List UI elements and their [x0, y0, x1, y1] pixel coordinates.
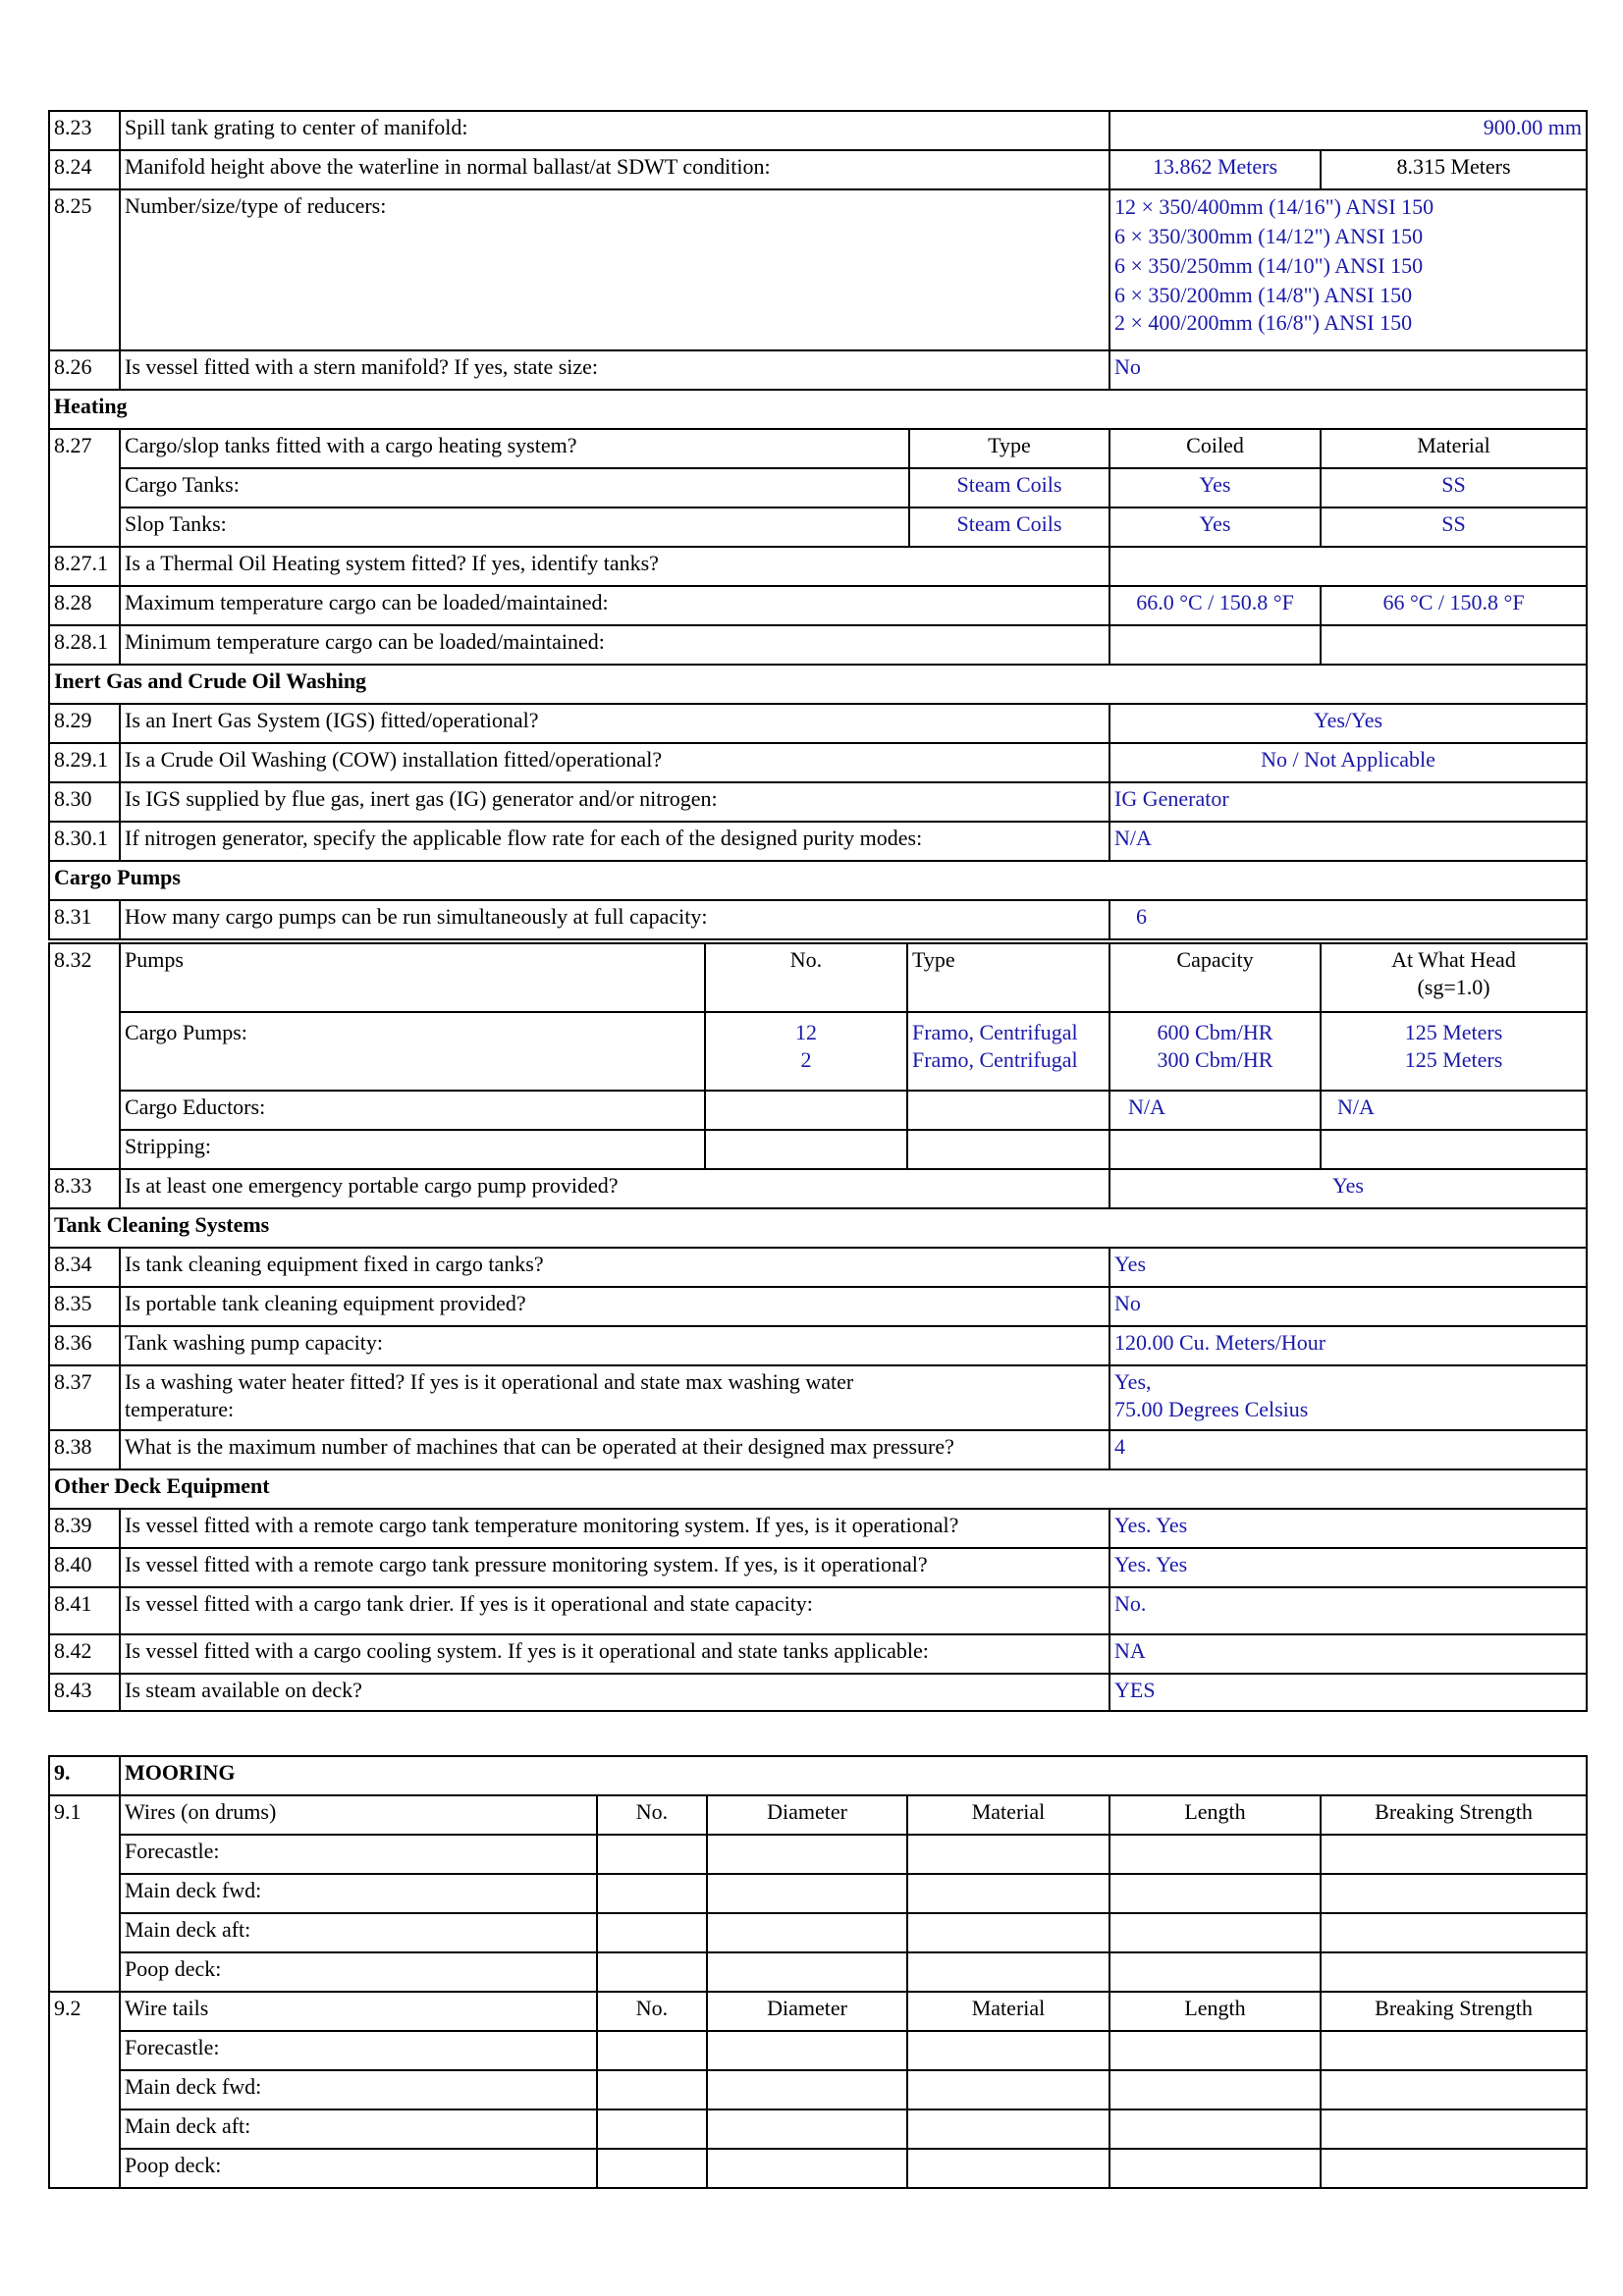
- location-label: Forecastle:: [120, 2031, 597, 2070]
- section-heading-heating: [49, 390, 1587, 429]
- section-number: 9.: [49, 1756, 120, 1795]
- row-label: Wire tails: [120, 1992, 597, 2031]
- item-number: 8.28.1: [49, 625, 120, 665]
- row-cargo-eductors: [49, 1091, 1587, 1130]
- question: Maximum temperature cargo can be loaded/maintained:: [120, 586, 1109, 625]
- column-header-type: Type: [909, 429, 1109, 468]
- row-label: Cargo Pumps:: [120, 1012, 705, 1091]
- eductor-type: [907, 1091, 1109, 1130]
- row-label: Slop Tanks:: [120, 507, 909, 547]
- question: Is an Inert Gas System (IGS) fitted/operational?: [120, 704, 1109, 743]
- location-label: Poop deck:: [120, 2149, 597, 2188]
- column-header-material: Material: [907, 1992, 1109, 2031]
- column-header-diameter: Diameter: [707, 1795, 907, 1835]
- reducer-item: 12 × 350/400mm (14/16") ANSI 150: [1114, 194, 1434, 219]
- item-number: 9.1: [49, 1795, 120, 1992]
- location-label: Main deck aft:: [120, 1913, 597, 1952]
- row-tails-main-aft: [49, 2109, 1587, 2149]
- stripping-capacity: [1109, 1130, 1321, 1169]
- question: Is tank cleaning equipment fixed in cargo tanks?: [120, 1248, 1109, 1287]
- eductor-head: N/A: [1321, 1091, 1587, 1130]
- column-header-length: Length: [1109, 1992, 1321, 2031]
- section-heading: Other Deck Equipment: [49, 1469, 1587, 1509]
- pump-capacity: [1109, 1012, 1321, 1091]
- row-8-29-1: [49, 743, 1587, 782]
- item-number: 8.34: [49, 1248, 120, 1287]
- section-heading-inert-gas: [49, 665, 1587, 704]
- item-number: 8.36: [49, 1326, 120, 1365]
- row-tails-forecastle: [49, 2031, 1587, 2070]
- answer-line: Yes,: [1114, 1369, 1152, 1394]
- section-heading-mooring: [49, 1756, 1587, 1795]
- pump-capacity-value: 300 Cbm/HR: [1157, 1047, 1273, 1072]
- pumps-table: [48, 942, 1588, 1170]
- question: Is steam available on deck?: [120, 1674, 1109, 1711]
- heating-coiled: Yes: [1109, 507, 1321, 547]
- location-label: Main deck aft:: [120, 2109, 597, 2149]
- row-8-40: [49, 1548, 1587, 1587]
- row-wires-poop: [49, 1952, 1587, 1992]
- location-label: Main deck fwd:: [120, 2070, 597, 2109]
- answer: IG Generator: [1109, 782, 1587, 822]
- row-8-39: [49, 1509, 1587, 1548]
- column-header-coiled: Coiled: [1109, 429, 1321, 468]
- heating-material: SS: [1321, 468, 1587, 507]
- item-number: 8.29.1: [49, 743, 120, 782]
- pump-head-value: 125 Meters: [1404, 1020, 1503, 1044]
- row-8-25: [49, 189, 1587, 350]
- question: What is the maximum number of machines that can be operated at their designed max pressure?: [120, 1430, 1109, 1469]
- row-slop-tanks: [49, 507, 1587, 547]
- answer: [1109, 1365, 1587, 1430]
- answer: NA: [1109, 1634, 1587, 1674]
- pump-count: [705, 1012, 907, 1091]
- item-number: 8.27.1: [49, 547, 120, 586]
- section-heading: Inert Gas and Crude Oil Washing: [49, 665, 1587, 704]
- item-number: 8.29: [49, 704, 120, 743]
- section-heading: Tank Cleaning Systems: [49, 1208, 1587, 1248]
- column-header-no: No.: [597, 1795, 707, 1835]
- section-heading: Heating: [49, 390, 1587, 429]
- item-number: 9.2: [49, 1992, 120, 2188]
- question: Pumps: [120, 943, 705, 1012]
- section-heading: Cargo Pumps: [49, 861, 1587, 900]
- row-8-26: [49, 350, 1587, 390]
- row-label: Cargo Eductors:: [120, 1091, 705, 1130]
- row-8-42: [49, 1634, 1587, 1674]
- item-number: 8.38: [49, 1430, 120, 1469]
- item-number: 8.30.1: [49, 822, 120, 861]
- item-number: 8.40: [49, 1548, 120, 1587]
- answer: [1321, 625, 1587, 665]
- item-number: 8.41: [49, 1587, 120, 1634]
- item-number: 8.43: [49, 1674, 120, 1711]
- row-wires-main-aft: [49, 1913, 1587, 1952]
- column-header-breaking-strength: Breaking Strength: [1321, 1795, 1587, 1835]
- answer: N/A: [1109, 822, 1587, 861]
- question: Is portable tank cleaning equipment provided?: [120, 1287, 1109, 1326]
- row-9-2: [49, 1992, 1587, 2031]
- row-8-36: [49, 1326, 1587, 1365]
- answer: Yes: [1109, 1248, 1587, 1287]
- answer: Yes. Yes: [1109, 1548, 1587, 1587]
- column-header-length: Length: [1109, 1795, 1321, 1835]
- question: Is a Thermal Oil Heating system fitted? If yes, identify tanks?: [120, 547, 1109, 586]
- item-number: 8.32: [49, 943, 120, 1169]
- question: [120, 1365, 1109, 1430]
- row-8-38: [49, 1430, 1587, 1469]
- column-header-head: [1321, 943, 1587, 1012]
- row-8-30-1: [49, 822, 1587, 861]
- question: Is IGS supplied by flue gas, inert gas (IG) generator and/or nitrogen:: [120, 782, 1109, 822]
- row-8-41: [49, 1587, 1587, 1634]
- row-label: Cargo Tanks:: [120, 468, 909, 507]
- question-line: Is a washing water heater fitted? If yes is it operational and state max washing water: [125, 1369, 854, 1394]
- row-8-27-1: [49, 547, 1587, 586]
- answer: 900.00 mm: [1109, 111, 1587, 150]
- pump-capacity-value: 600 Cbm/HR: [1157, 1020, 1273, 1044]
- section-title: MOORING: [120, 1756, 1587, 1795]
- answer-line: 75.00 Degrees Celsius: [1114, 1397, 1309, 1421]
- question: Is vessel fitted with a cargo cooling system. If yes is it operational and state tanks applicable:: [120, 1634, 1109, 1674]
- pump-type-value: Framo, Centrifugal: [912, 1020, 1078, 1044]
- section-heading-tank-cleaning: [49, 1208, 1587, 1248]
- row-8-27: [49, 429, 1587, 468]
- row-8-29: [49, 704, 1587, 743]
- item-number: 8.33: [49, 1169, 120, 1208]
- section-heading-cargo-pumps: [49, 861, 1587, 900]
- location-label: Poop deck:: [120, 1952, 597, 1992]
- item-number: 8.23: [49, 111, 120, 150]
- row-cargo-tanks: [49, 468, 1587, 507]
- answer: No: [1109, 1287, 1587, 1326]
- heating-coiled: Yes: [1109, 468, 1321, 507]
- answer: Yes. Yes: [1109, 1509, 1587, 1548]
- question: Is a Crude Oil Washing (COW) installation fitted/operational?: [120, 743, 1109, 782]
- row-tails-main-fwd: [49, 2070, 1587, 2109]
- item-number: 8.25: [49, 189, 120, 350]
- location-label: Main deck fwd:: [120, 1874, 597, 1913]
- item-number: 8.35: [49, 1287, 120, 1326]
- answer: 6: [1109, 900, 1587, 939]
- section-8-table: [48, 110, 1588, 940]
- pump-type-value: Framo, Centrifugal: [912, 1047, 1078, 1072]
- question: Is vessel fitted with a stern manifold? If yes, state size:: [120, 350, 1109, 390]
- answer-fahrenheit: 66 °C / 150.8 °F: [1321, 586, 1587, 625]
- item-number: 8.30: [49, 782, 120, 822]
- row-8-37: [49, 1365, 1587, 1430]
- row-tails-poop: [49, 2149, 1587, 2188]
- row-8-35: [49, 1287, 1587, 1326]
- item-number: 8.37: [49, 1365, 120, 1430]
- eductor-count: [705, 1091, 907, 1130]
- item-number: 8.31: [49, 900, 120, 939]
- column-header-no: No.: [705, 943, 907, 1012]
- item-number: 8.28: [49, 586, 120, 625]
- head-label: At What Head: [1391, 947, 1516, 972]
- question: Is vessel fitted with a remote cargo tank temperature monitoring system. If yes, is it operational?: [120, 1509, 1109, 1548]
- answer: 120.00 Cu. Meters/Hour: [1109, 1326, 1587, 1365]
- column-header-material: Material: [907, 1795, 1109, 1835]
- row-8-24: [49, 150, 1587, 189]
- answer: No.: [1109, 1587, 1587, 1634]
- answer: No / Not Applicable: [1109, 743, 1587, 782]
- row-8-32: [49, 943, 1587, 1012]
- row-8-30: [49, 782, 1587, 822]
- row-9-1: [49, 1795, 1587, 1835]
- row-8-28: [49, 586, 1587, 625]
- answer: 4: [1109, 1430, 1587, 1469]
- stripping-count: [705, 1130, 907, 1169]
- column-header-no: No.: [597, 1992, 707, 2031]
- reducers-list: [1109, 189, 1587, 350]
- question: Is vessel fitted with a cargo tank drier. If yes is it operational and state capacity:: [120, 1587, 1109, 1634]
- pump-head: [1321, 1012, 1587, 1091]
- question: Manifold height above the waterline in normal ballast/at SDWT condition:: [120, 150, 1109, 189]
- question: Is vessel fitted with a remote cargo tank pressure monitoring system. If yes, is it operational?: [120, 1548, 1109, 1587]
- question: If nitrogen generator, specify the applicable flow rate for each of the designed purity modes:: [120, 822, 1109, 861]
- question: Tank washing pump capacity:: [120, 1326, 1109, 1365]
- answer: [1109, 547, 1587, 586]
- question-line: temperature:: [125, 1397, 235, 1421]
- item-number: 8.24: [49, 150, 120, 189]
- item-number: 8.27: [49, 429, 120, 547]
- question: Cargo/slop tanks fitted with a cargo heating system?: [120, 429, 909, 468]
- eductor-capacity: N/A: [1109, 1091, 1321, 1130]
- row-8-43: [49, 1674, 1587, 1711]
- heating-material: SS: [1321, 507, 1587, 547]
- heating-type: Steam Coils: [909, 507, 1109, 547]
- location-label: Forecastle:: [120, 1835, 597, 1874]
- answer-celsius: 66.0 °C / 150.8 °F: [1109, 586, 1321, 625]
- row-8-28-1: [49, 625, 1587, 665]
- row-8-23: [49, 111, 1587, 150]
- column-header-diameter: Diameter: [707, 1992, 907, 2031]
- question: Number/size/type of reducers:: [120, 189, 1109, 350]
- row-label: Wires (on drums): [120, 1795, 597, 1835]
- section-8-table-continued: [48, 1168, 1588, 1712]
- item-number: 8.42: [49, 1634, 120, 1674]
- answer: [1109, 625, 1321, 665]
- head-sg-label: (sg=1.0): [1417, 975, 1490, 999]
- row-label: Stripping:: [120, 1130, 705, 1169]
- column-header-material: Material: [1321, 429, 1587, 468]
- row-wires-forecastle: [49, 1835, 1587, 1874]
- column-header-capacity: Capacity: [1109, 943, 1321, 1012]
- question: Is at least one emergency portable cargo pump provided?: [120, 1169, 1109, 1208]
- pump-head-value: 125 Meters: [1404, 1047, 1503, 1072]
- question: How many cargo pumps can be run simultaneously at full capacity:: [120, 900, 1109, 939]
- answer: No: [1109, 350, 1587, 390]
- pump-count-value: 2: [800, 1047, 812, 1072]
- pump-type: [907, 1012, 1109, 1091]
- answer-ballast: 13.862 Meters: [1109, 150, 1321, 189]
- reducer-item: 6 × 350/250mm (14/10") ANSI 150: [1114, 253, 1424, 278]
- column-header-breaking-strength: Breaking Strength: [1321, 1992, 1587, 2031]
- answer: Yes: [1109, 1169, 1587, 1208]
- reducer-item: 6 × 350/200mm (14/8") ANSI 150: [1114, 283, 1413, 307]
- row-8-31: [49, 900, 1587, 939]
- row-wires-main-fwd: [49, 1874, 1587, 1913]
- stripping-type: [907, 1130, 1109, 1169]
- section-heading-other-deck: [49, 1469, 1587, 1509]
- row-stripping: [49, 1130, 1587, 1169]
- row-8-34: [49, 1248, 1587, 1287]
- question: Minimum temperature cargo can be loaded/maintained:: [120, 625, 1109, 665]
- reducer-item: 2 × 400/200mm (16/8") ANSI 150: [1114, 310, 1413, 335]
- answer: YES: [1109, 1674, 1587, 1711]
- item-number: 8.39: [49, 1509, 120, 1548]
- heating-type: Steam Coils: [909, 468, 1109, 507]
- pump-count-value: 12: [795, 1020, 817, 1044]
- stripping-head: [1321, 1130, 1587, 1169]
- column-header-type: Type: [907, 943, 1109, 1012]
- answer: Yes/Yes: [1109, 704, 1587, 743]
- answer-sdwt: 8.315 Meters: [1321, 150, 1587, 189]
- section-9-mooring-table: [48, 1755, 1588, 2189]
- question: Spill tank grating to center of manifold:: [120, 111, 1109, 150]
- row-8-33: [49, 1169, 1587, 1208]
- item-number: 8.26: [49, 350, 120, 390]
- row-cargo-pumps: [49, 1012, 1587, 1091]
- reducer-item: 6 × 350/300mm (14/12") ANSI 150: [1114, 224, 1424, 248]
